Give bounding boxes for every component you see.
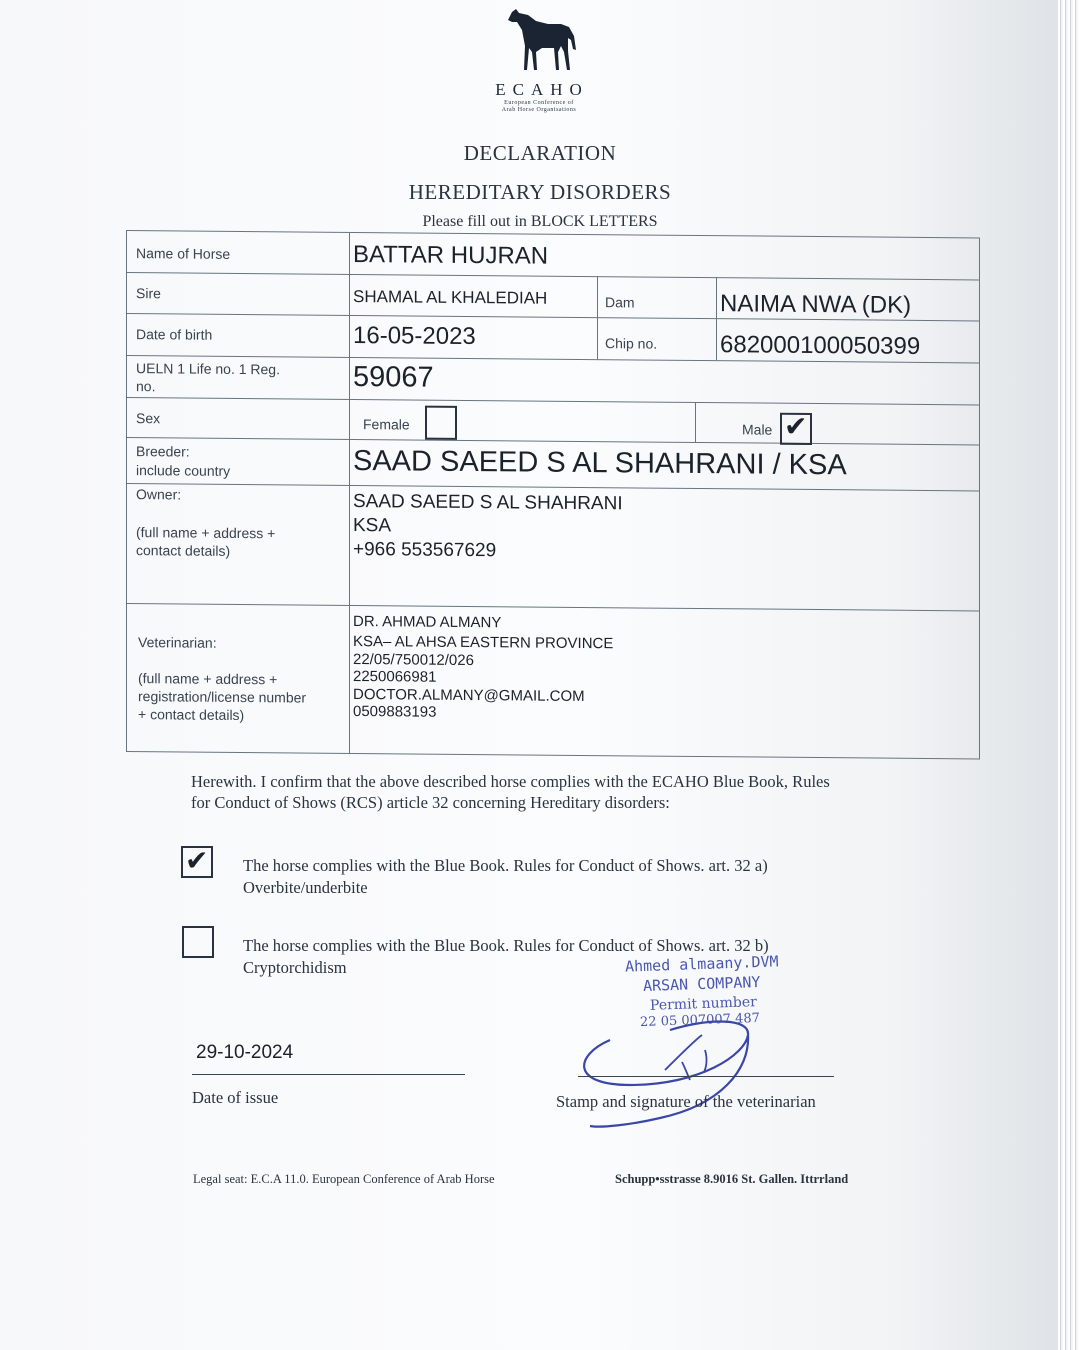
logo-subtitle-1: European Conference of [504,100,574,106]
option-a-line-2: Overbite/underbite [243,877,368,897]
fill-instruction: Please fill out in BLOCK LETTERS [422,213,658,230]
issue-date-label: Date of issue [192,1088,279,1107]
sire-label: Sire [136,285,161,302]
document-title: DECLARATION [463,141,617,165]
confirmation-text [191,771,891,813]
sex-label: Sex [136,410,161,427]
stamp-permit-label: Permit number [649,994,758,1014]
veterinarian-hint-3: + contact details) [138,706,245,724]
owner-hint-1: (full name + address + [136,524,276,542]
sire-value: SHAMAL AL KHALEDIAH [353,286,548,308]
ecaho-logo [484,8,594,114]
horse-details-form [126,230,980,759]
stamp-vet-name: Ahmed almaany.DVM [624,952,779,976]
issue-date: 29-10-2024 [196,1042,294,1063]
footer-legal-seat: Legal seat: E.C.A 11.0. European Conference of Arab Horse [193,1172,495,1186]
option-b-line-1: The horse complies with the Blue Book. Rules for Conduct of Shows. art. 32 b) [243,936,769,955]
dam-value: NAIMA NWA (DK) [720,290,912,319]
row-divider [127,397,979,405]
dam-label: Dam [605,294,635,311]
option-a-line-1: The horse complies with the Blue Book. Rules for Conduct of Shows. art. 32 a) [243,856,768,875]
logo-acronym: ECAHO [495,80,589,99]
date-of-birth-label: Date of birth [136,326,213,343]
female-label: Female [363,416,410,433]
breeder-hint: include country [136,462,231,479]
name-of-horse-value: BATTAR HUJRAN [353,240,549,270]
stamp-company: ARSAN COMPANY [642,972,761,996]
signature-line [578,1076,834,1077]
veterinarian-hint-1: (full name + address + [138,670,278,688]
confirmation-line-1: Herewith. I confirm that the above described horse complies with the ECAHO Blue Book, Rules [191,772,830,791]
vet-name: DR. AHMAD ALMANY [353,612,502,632]
breeder-label: Breeder: [136,443,190,460]
vet-email: DOCTOR.ALMANY@GMAIL.COM [353,685,585,706]
issue-date-line [192,1074,465,1075]
column-divider [716,277,717,360]
footer-address: Schupp•sstrasse 8.9016 St. Gallen. Ittrrland [615,1172,849,1186]
checkmark-icon: ✔ [185,844,209,877]
vet-registration: 22/05/750012/026 [353,650,474,670]
vet-address: KSA– AL AHSA EASTERN PROVINCE [353,632,614,653]
logo-subtitle-2: Arab Horse Organisations [501,107,577,113]
row-divider [127,603,979,611]
row-divider [127,437,979,445]
row-divider [127,272,979,280]
breeder-value: SAAD SAEED S AL SHAHRANI / KSA [353,444,847,482]
date-of-birth-value: 16-05-2023 [353,321,476,351]
owner-label: Owner: [136,486,182,503]
signature-label: Stamp and signature of the veterinarian [556,1092,816,1111]
column-divider [349,233,350,753]
owner-country: KSA [353,514,392,537]
column-divider [695,402,696,442]
male-checkbox[interactable] [780,409,812,445]
option-b-checkbox[interactable] [182,926,214,958]
confirmation-line-2: for Conduct of Shows (RCS) article 32 concerning Hereditary disorders: [191,793,670,812]
row-divider [127,483,979,491]
owner-phone: +966 553567629 [353,538,497,562]
option-b-line-2: Cryptorchidism [243,957,347,977]
male-label: Male [742,421,773,438]
owner-name: SAAD SAEED S AL SHAHRANI [353,490,623,515]
veterinarian-label: Veterinarian: [138,634,217,651]
column-divider [597,276,598,359]
document-subtitle: HEREDITARY DISORDERS [408,180,672,204]
vet-license: 2250066981 [353,667,437,686]
chip-label: Chip no. [605,335,658,352]
horse-icon [498,8,580,78]
checkmark-icon: ✔ [784,409,808,443]
option-a-text [243,855,768,898]
veterinarian-signature [570,1010,840,1140]
vet-phone: 0509883193 [353,702,437,721]
ueln-value: 59067 [353,360,434,394]
chip-value: 682000100050399 [720,331,921,360]
ueln-label-1: UELN 1 Life no. 1 Reg. [136,360,280,378]
stamp-permit-number: 22 05 007007 487 [639,1010,761,1031]
veterinarian-hint-2: registration/license number [138,688,307,706]
female-checkbox[interactable] [425,406,457,440]
ueln-label-2: no. [136,378,156,395]
owner-hint-2: contact details) [136,542,231,559]
name-of-horse-label: Name of Horse [136,245,231,262]
option-a-checkbox[interactable] [181,846,213,878]
